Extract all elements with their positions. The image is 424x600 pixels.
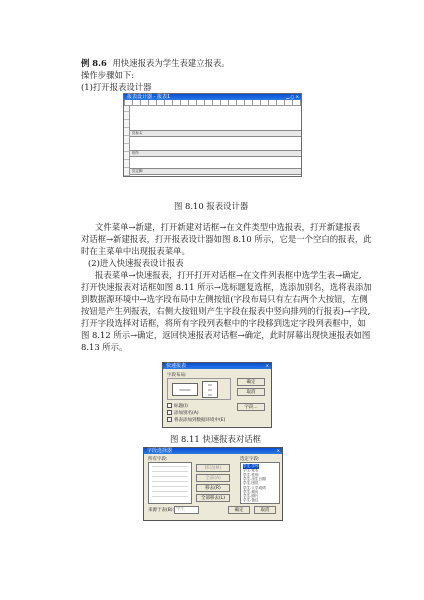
- figure-8-10-caption: 图 8.10 报表设计器: [174, 201, 249, 211]
- from-table-label: 来源于表(B):: [148, 508, 175, 513]
- para2-line-7: 8.13 所示。: [81, 342, 128, 352]
- band-page-footer[interactable]: [130, 168, 301, 175]
- list-placeholder-lines: [152, 466, 188, 500]
- close-icon[interactable]: ✕: [265, 363, 269, 368]
- band-page-footer-label: 页注脚: [132, 169, 143, 173]
- step-2: (2)进入快速报表设计报表: [88, 258, 184, 268]
- para2-line-3: 到数据源环境中→选字段布局中左侧按钮(字段布局只有左右两个大按钮，左侧: [81, 294, 368, 304]
- fields-button[interactable]: 字段...: [237, 403, 265, 411]
- example-title: 用快速报表为学生表建立报表。: [112, 58, 230, 68]
- para2-line-1: 报表菜单→快速报表，打开打开对话框→在文件列表框中选学生表→确定,: [95, 270, 362, 280]
- para2-line-5: 打开字段选择对话框，将所有字段列表框中的字段移到选定字段列表框中，如: [81, 318, 366, 328]
- option-title[interactable]: [167, 403, 188, 409]
- option-dataenv[interactable]: [167, 417, 225, 423]
- list-item[interactable]: 学生.出生日期: [243, 476, 266, 481]
- all-button[interactable]: 全部(A): [196, 474, 230, 482]
- window-controls[interactable]: ▁ ▢ ✕: [286, 94, 299, 99]
- step-1: (1)打开报表设计器: [81, 82, 152, 92]
- list-item[interactable]: 学生.学号: [243, 464, 259, 468]
- close-icon[interactable]: ✕: [276, 448, 280, 453]
- cancel-button[interactable]: 取消: [237, 388, 265, 396]
- list-item[interactable]: 学生.入学成绩: [243, 485, 266, 490]
- option-alias[interactable]: [167, 410, 199, 416]
- field-picker-title: 字段选择器: [147, 448, 173, 454]
- horizontal-ruler: [124, 100, 301, 106]
- remove-all-button[interactable]: 全部移去(L): [196, 494, 230, 502]
- list-item[interactable]: 学生.团员: [243, 481, 259, 486]
- band-detail[interactable]: [130, 150, 301, 157]
- para1-line-1: 文件菜单→新建，打开新建对话框→在文件类型中选报表，打开新建报表: [95, 222, 361, 232]
- selected-fields-label: 选定字段:: [240, 457, 260, 462]
- quick-report-dialog: [162, 362, 272, 428]
- list-item[interactable]: 学生.简历: [243, 489, 259, 494]
- all-fields-label: 所有字段:: [148, 457, 168, 462]
- figure-8-11-caption: 图 8.11 快速报表对话框: [170, 434, 261, 444]
- title-checkbox[interactable]: [167, 403, 172, 408]
- para2-line-2: 打开快速报表对话框如图 8.11 所示→选标题复选框，选添加别名，选将表添加: [81, 282, 372, 292]
- field-picker-titlebar: [144, 448, 282, 454]
- example-number: 例 8.6: [81, 58, 107, 68]
- example-heading: [81, 57, 230, 69]
- list-item[interactable]: 学生.性别: [243, 472, 259, 477]
- move-button[interactable]: 移动(M): [196, 464, 230, 472]
- para1-line-3: 时在主菜单中出现报表菜单。: [81, 246, 190, 256]
- ok-button[interactable]: 确定: [237, 378, 265, 386]
- para2-line-6: 图 8.12 所示→确定，返回快速报表对话框→确定，此时屏幕出现快速报表如图: [81, 330, 371, 340]
- picker-cancel-button[interactable]: 取消: [254, 506, 276, 514]
- field-layout-group: [167, 378, 231, 400]
- column-layout-button[interactable]: ▭▭▭: [172, 383, 198, 396]
- alias-checkbox[interactable]: [167, 410, 172, 415]
- report-designer-titlebar: [124, 94, 301, 100]
- steps-intro: 操作步骤如下:: [81, 70, 135, 80]
- from-table-select[interactable]: [174, 506, 199, 514]
- band-detail-label: 细节: [132, 151, 139, 155]
- dataenv-checkbox[interactable]: [167, 417, 172, 422]
- option-title-label: 标题(I): [174, 404, 188, 409]
- from-table-value: 学生: [176, 507, 185, 512]
- report-designer-title: 报表设计器 - 报表1: [127, 94, 171, 100]
- field-picker-dialog: [143, 447, 283, 521]
- option-dataenv-label: 将表添加到数据环境中(E): [174, 418, 226, 423]
- list-item[interactable]: 学生.备注: [243, 498, 259, 503]
- all-fields-list[interactable]: [148, 462, 192, 504]
- row-layout-button[interactable]: ▭ ▭ ▭: [202, 381, 218, 398]
- remove-button[interactable]: 移去(R): [196, 484, 230, 492]
- field-layout-label: 字段布局:: [167, 373, 187, 378]
- report-designer-window: [123, 93, 302, 177]
- vertical-ruler: [124, 106, 130, 176]
- band-page-header[interactable]: [130, 130, 301, 137]
- quick-report-titlebar: [163, 363, 271, 369]
- list-item[interactable]: 学生.姓名: [243, 468, 259, 473]
- option-alias-label: 添加别名(A): [174, 411, 199, 416]
- band-page-header-label: 页标头: [132, 131, 143, 135]
- para2-line-4: 按钮是产生列报表，右侧大按钮则产生字段在报表中竖向排列的行报表)→字段,: [81, 306, 371, 316]
- picker-ok-button[interactable]: 确定: [228, 506, 250, 514]
- selected-fields-list[interactable]: [240, 462, 280, 504]
- list-item[interactable]: 学生.照片: [243, 494, 259, 499]
- quick-report-title: 快速报表: [166, 363, 187, 369]
- para1-line-2: 对话框→新建报表，打开报表设计器如图 8.10 所示，它是一个空白的报表，此: [81, 234, 372, 244]
